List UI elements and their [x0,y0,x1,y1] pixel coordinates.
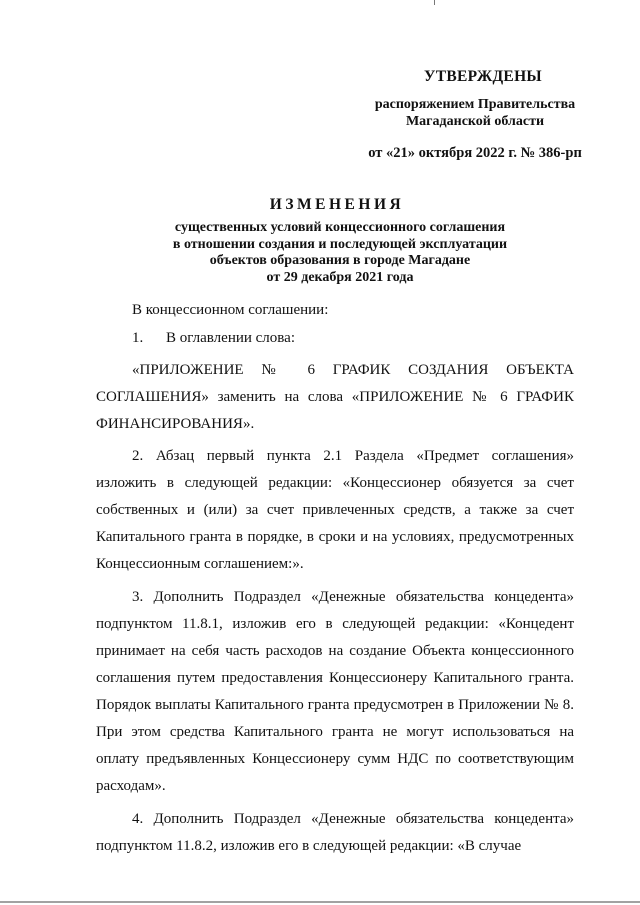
item-number: 1. [132,330,144,346]
approval-title: УТВЕРЖДЕНЫ [424,68,542,85]
approval-line-2: Магаданской области [405,114,545,129]
approval-line-1: распоряжением Правительства [374,97,576,112]
heading-line: в отношении создания и последующей эксплуатации [172,236,508,252]
heading-line: существенных условий концессионного соглашения [174,220,506,235]
approval-date: от «21» октября 2022 г. № 386-рп [368,145,582,161]
paragraph-3: 3. Дополнить Подраздел «Денежные обязательства концедента» подпунктом 11.8.1, изложив его в следующей редакции: «Концедент принимает на себя часть расходов на создание Объекта концессионного соглашения путем предоставления Концессионеру Капитального гранта. Порядок выплаты Капитального гранта предусмотрен в Приложении № 8. При этом средства Капитального гранта не могут использоваться на оплату предъявленных Концессионеру сумм НДС по соответствующим расходам». [96,589,574,794]
heading-title: ИЗМЕНЕНИЯ [269,196,405,213]
heading-line: объектов образования в городе Магадане [209,253,471,268]
intro-paragraph: В концессионном соглашении: [132,302,329,318]
heading-line: от 29 декабря 2021 года [266,269,414,285]
quote-line: ФИНАНСИРОВАНИЯ». [96,416,255,432]
quote-line: СОГЛАШЕНИЯ» заменить на слова «ПРИЛОЖЕНИЕ № 6 ГРАФИК [96,389,574,405]
paragraph-4: 4. Дополнить Подраздел «Денежные обязательства концедента» подпунктом 11.8.2, изложив его в следующей редакции: «В случае [96,811,574,854]
document-body [96,297,574,866]
paragraph-2: 2. Абзац первый пункта 2.1 Раздела «Предмет соглашения» изложить в следующей редакции: «Концессионер обязуется за счет собственных и (или) за счет привлеченных средств, а также за счет Капитального гранта в порядке, в сроки и на условиях, предусмотренных Концессионным соглашением:». [96,448,574,572]
item-1-paragraph [96,325,574,352]
scan-mark [434,0,435,5]
document-heading [120,196,560,286]
quote-line: «ПРИЛОЖЕНИЕ № 6 ГРАФИК СОЗДАНИЯ ОБЪЕКТА [132,362,574,378]
scan-edge-line [0,901,640,903]
quote-paragraph [96,357,574,438]
item-text: В оглавлении слова: [166,330,296,346]
approval-block [340,68,610,162]
